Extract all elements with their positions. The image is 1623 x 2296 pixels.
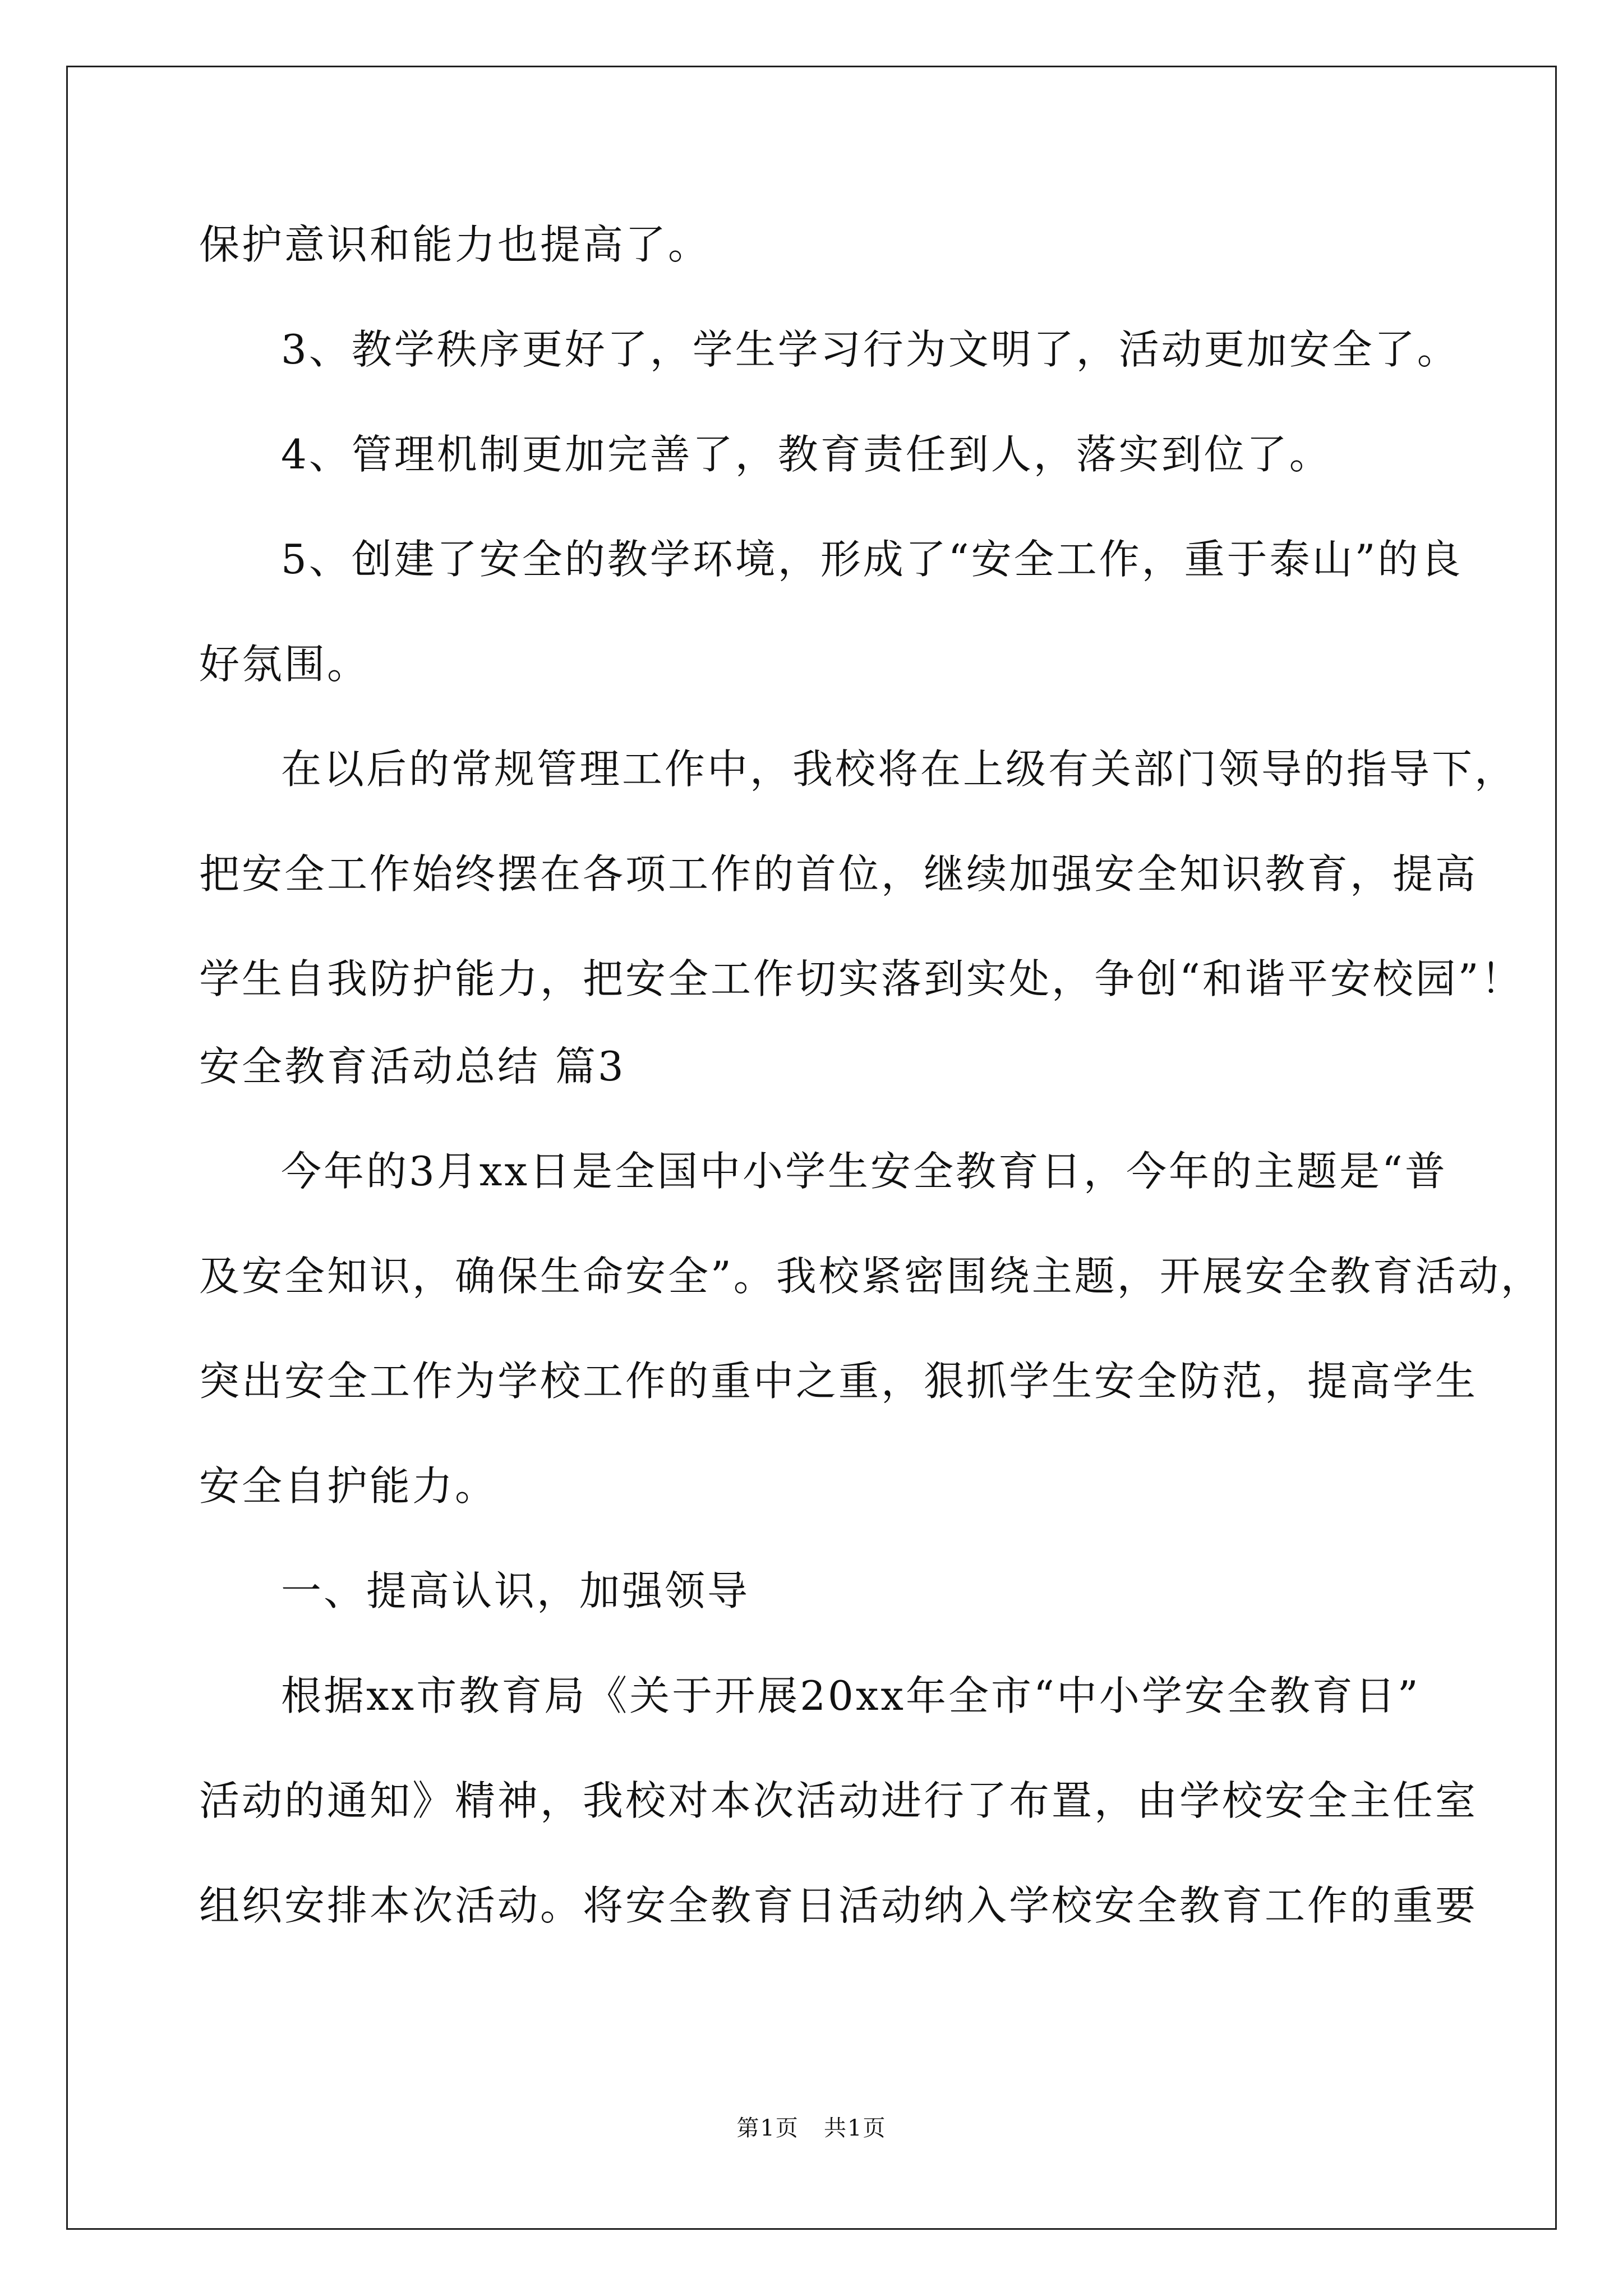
text-line: 组织安排本次活动。将安全教育日活动纳入学校安全教育工作的重要 xyxy=(199,1882,1478,1929)
text-line: 今年的3月xx日是全国中小学生安全教育日，今年的主题是“普 xyxy=(281,1148,1447,1195)
text-line: 根据xx市教育局《关于开展20xx年全市“中小学安全教育日” xyxy=(281,1672,1421,1719)
subheading: 一、提高认识，加强领导 xyxy=(281,1567,750,1614)
text-line: 好氛围。 xyxy=(199,641,370,688)
text-line: 及安全知识，确保生命安全”。我校紧密围绕主题，开展安全教育活动， xyxy=(199,1253,1543,1300)
text-line: 3、教学秩序更好了，学生学习行为文明了，活动更加安全了。 xyxy=(281,326,1460,373)
text-line: 5、创建了安全的教学环境，形成了“安全工作，重于泰山”的良 xyxy=(281,536,1463,583)
page-footer: 第1页 共1页 xyxy=(736,2115,887,2141)
text-line: 4、管理机制更加完善了，教育责任到人，落实到位了。 xyxy=(281,431,1332,478)
text-line: 学生自我防护能力，把安全工作切实落到实处，争创“和谐平安校园”！ xyxy=(199,955,1524,1002)
text-line: 安全自护能力。 xyxy=(199,1462,498,1510)
text-line: 活动的通知》精神，我校对本次活动进行了布置，由学校安全主任室 xyxy=(199,1777,1478,1824)
text-line: 把安全工作始终摆在各项工作的首位，继续加强安全知识教育，提高 xyxy=(199,850,1478,898)
section-heading: 安全教育活动总结 篇3 xyxy=(199,1043,626,1090)
text-line: 突出安全工作为学校工作的重中之重，狠抓学生安全防范，提高学生 xyxy=(199,1358,1478,1405)
text-line: 在以后的常规管理工作中，我校将在上级有关部门领导的指导下， xyxy=(281,746,1518,793)
text-line: 保护意识和能力也提高了。 xyxy=(199,221,711,268)
